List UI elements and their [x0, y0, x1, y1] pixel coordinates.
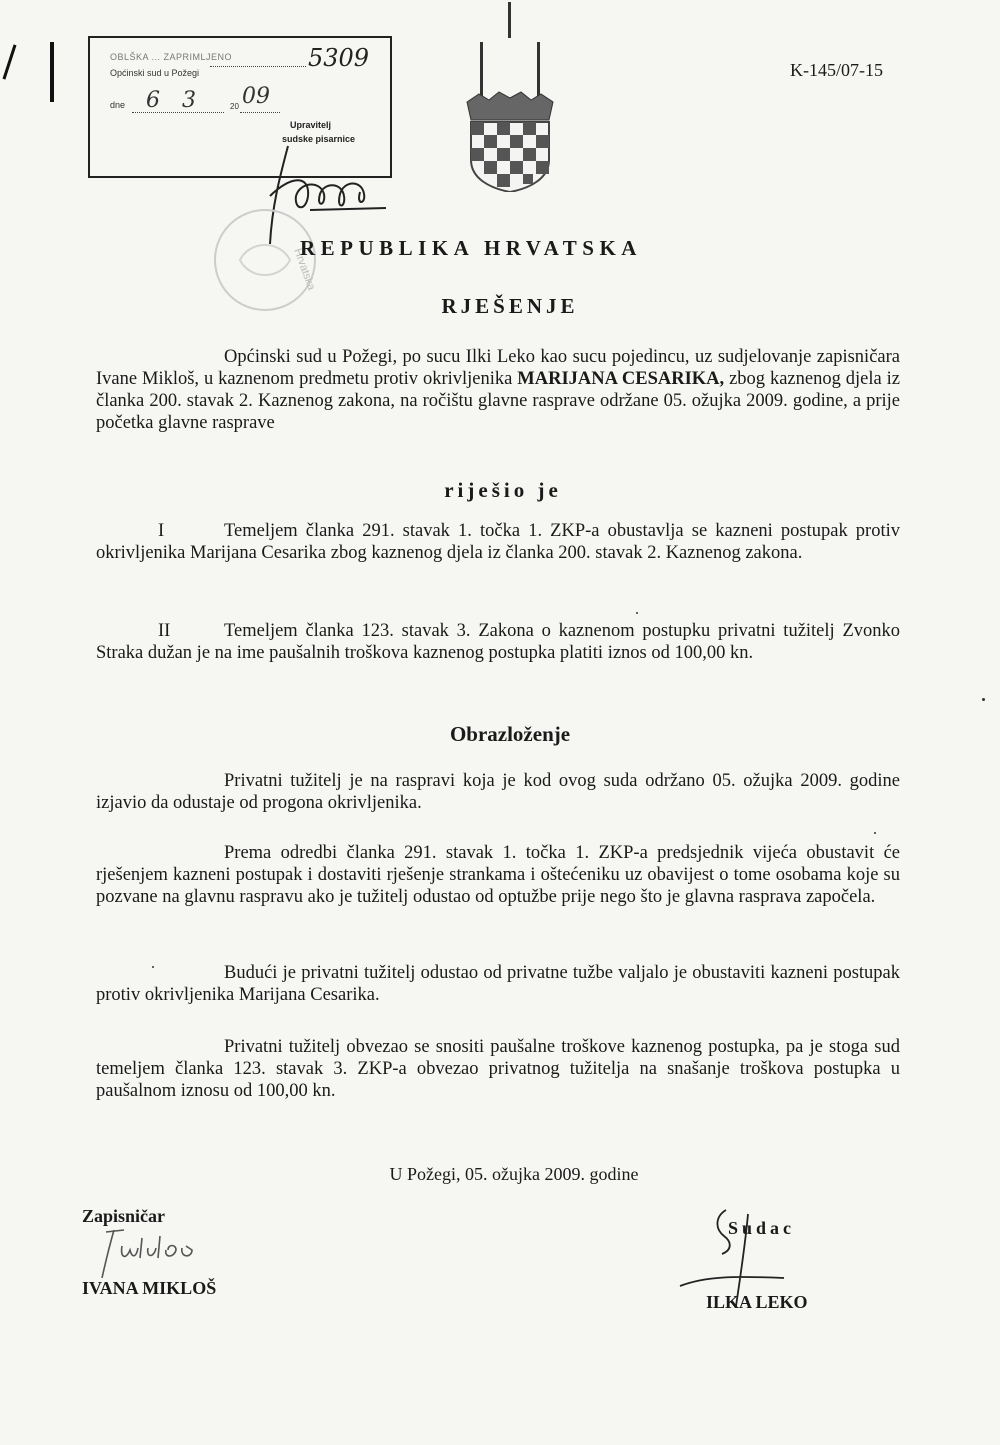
intro-part1: Općinski sud u Požegi, po sucu Ilki Leko kao sucu pojedincu, uz sudjelovanje zapisničara Ivane Mikloš, u kaznenom predmetu protiv okrivljenika [96, 347, 900, 389]
defendant-name: MARIJANA CESARIKA, [517, 369, 725, 389]
stamp-day: 6 [146, 88, 160, 113]
coat-of-arms-icon [465, 2, 555, 192]
intro-paragraph [96, 346, 900, 434]
item-text: Temeljem članka 291. stavak 1. točka 1. ZKP-a obustavlja se kazneni postupak protiv okrivljenika Marijana Cesarika zbog kaznenog djela iz članka 200. stavak 2. Kaznenog zakona. [96, 521, 900, 563]
document-type-title: RJEŠENJE [441, 294, 579, 318]
stamp-court-line2: Općinski sud u Požegi [110, 68, 200, 78]
item-numeral: I [158, 521, 165, 541]
receipt-stamp [88, 36, 392, 178]
country-title: REPUBLIKA HRVATSKA [300, 236, 642, 260]
clerk-name: IVANA MIKLOŠ [82, 1278, 217, 1298]
stamp-court-line1: OBLŠKA ... ZAPRIMLJENO [110, 52, 233, 62]
place-date: U Požegi, 05. ožujka 2009. godine [389, 1164, 639, 1184]
decision-item-2 [96, 620, 900, 664]
clerk-label: Zapisničar [82, 1206, 166, 1226]
judge-label: Sudac [728, 1218, 796, 1238]
stamp-number: 5309 [308, 44, 370, 72]
item-numeral: II [158, 621, 171, 641]
reasoning-text: Budući je privatni tužitelj odustao od privatne tužbe valjalo je obustaviti kazneni postupak protiv okrivljenika Marijana Cesarika. [96, 963, 900, 1005]
stamp-role-line2: sudske pisarnice [282, 134, 356, 144]
stamp-year: 09 [242, 84, 270, 109]
reasoning-paragraph [96, 770, 900, 814]
decision-item-1 [96, 520, 900, 564]
reasoning-paragraph [96, 962, 900, 1006]
stamp-role-line1: Upravitelj [290, 120, 332, 130]
reasoning-text: Prema odredbi članka 291. stavak 1. točka 1. ZKP-a predsjednik vijeća obustavit će rješenjem kazneni postupak i dostaviti rješenje strankama i oštećeniku uz obavijest o tome osobama koje su pozvane na glavnu raspravu ako je tužitelj odustao od optužbe prije nego što je glavna rasprava započela. [96, 843, 900, 907]
reasoning-paragraph [96, 1036, 900, 1102]
stamp-month: 3 [182, 88, 196, 113]
item-text: Temeljem članka 123. stavak 3. Zakona o kaznenom postupku privatni tužitelj Zvonko Straka dužan je na ime paušalnih troškova kaznenog postupka platiti iznos od 100,00 kn. [96, 621, 900, 663]
judge-name: ILKA LEKO [706, 1292, 808, 1312]
stamp-year-prefix: 20 [230, 102, 239, 111]
case-reference: K-145/07-15 [790, 60, 883, 80]
reasoning-heading: Obrazloženje [449, 722, 571, 746]
clerk-signature-icon [96, 1224, 216, 1280]
stamp-date-label: dne [110, 100, 126, 110]
seal-text: Hrvatska [291, 246, 318, 292]
binding-mark [50, 42, 54, 102]
reasoning-text: Privatni tužitelj obvezao se snositi paušalne troškove kaznenog postupka, pa je stoga sud temeljem članka 123. stavak 3. ZKP-a obvezao privatnog tužitelja na snašanje troškova postupka u paušalnom iznosu od 100,00 kn. [96, 1037, 900, 1101]
decision-heading: riješio je [444, 478, 562, 502]
reasoning-paragraph [96, 842, 900, 908]
reasoning-text: Privatni tužitelj je na raspravi koja je kod ovog suda održano 05. ožujka 2009. godine izjavio da odustaje od progona okrivljenika. [96, 771, 900, 813]
binding-mark [3, 44, 17, 79]
intro-part2: zbog kaznenog djela iz članka 200. stavak 2. Kaznenog zakona, na ročištu glavne rasprave održane 05. ožujka 2009. godine, a prije početka glavne rasprave [96, 369, 900, 433]
